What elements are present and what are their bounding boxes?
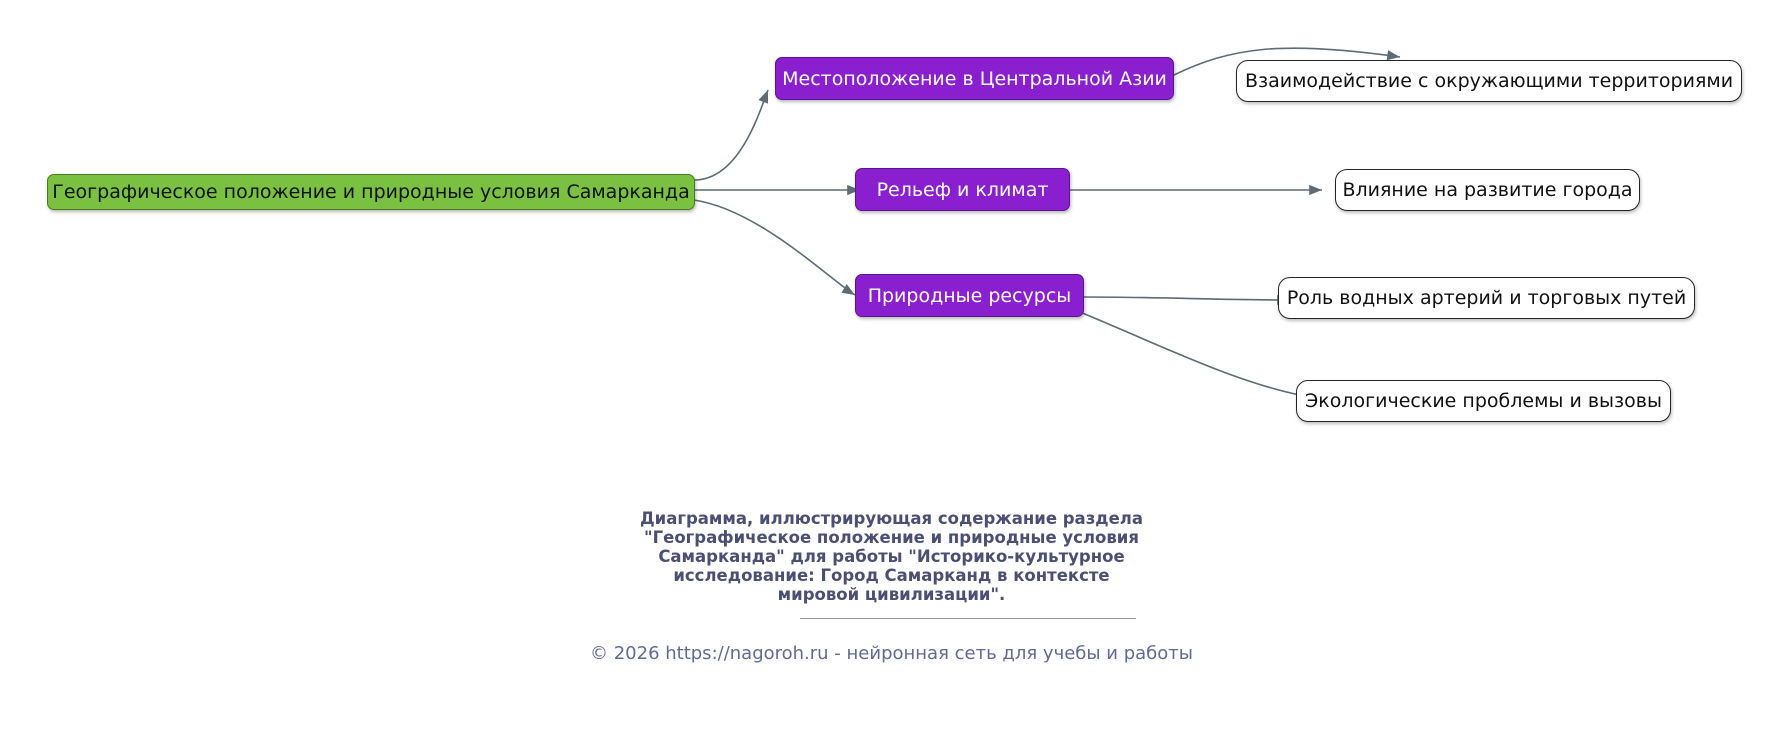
- caption-line-3: Самарканда" для работы "Историко-культурное: [658, 547, 1125, 566]
- node-leaf-ecology[interactable]: [1296, 380, 1671, 422]
- edge-root-to-location: [694, 90, 768, 180]
- footer-credit: [0, 643, 1783, 664]
- node-leaf-water-trade-label: Роль водных артерий и торговых путей: [1286, 287, 1687, 309]
- node-leaf-water-trade[interactable]: [1278, 277, 1695, 319]
- node-leaf-interaction-label: Взаимодействие с окружающими территориями: [1244, 70, 1734, 92]
- node-root-label: Географическое положение и природные условия Самарканда: [52, 181, 690, 203]
- node-leaf-city-development[interactable]: [1335, 169, 1640, 211]
- node-branch-resources-label: Природные ресурсы: [867, 284, 1072, 307]
- node-branch-relief[interactable]: [855, 168, 1070, 211]
- node-branch-resources[interactable]: [855, 274, 1084, 317]
- edge-resources-to-ecology: [1080, 312, 1310, 397]
- edge-root-to-resources: [694, 200, 855, 295]
- caption-line-4: исследование: Город Самарканд в контексте: [673, 566, 1110, 585]
- node-leaf-ecology-label: Экологические проблемы и вызовы: [1305, 390, 1662, 412]
- node-branch-location[interactable]: [775, 57, 1174, 100]
- node-leaf-city-development-label: Влияние на развитие города: [1342, 179, 1633, 201]
- node-branch-relief-label: Рельеф и климат: [876, 178, 1049, 201]
- caption-line-5: мировой цивилизации".: [777, 585, 1006, 604]
- caption-line-1: Диаграмма, иллюстрирующая содержание раздела: [639, 509, 1144, 528]
- edge-resources-to-water-trade: [1084, 297, 1290, 300]
- node-branch-location-label: Местоположение в Центральной Азии: [782, 67, 1167, 90]
- caption-line-2: "Географическое положение и природные условия: [644, 528, 1139, 547]
- footer-credit-text: © 2026 https://nagoroh.ru - нейронная сеть для учебы и работы: [589, 643, 1193, 664]
- node-root[interactable]: [47, 174, 695, 210]
- node-leaf-interaction[interactable]: [1236, 60, 1742, 102]
- caption-divider: [800, 618, 1136, 619]
- diagram-caption: [0, 509, 1783, 604]
